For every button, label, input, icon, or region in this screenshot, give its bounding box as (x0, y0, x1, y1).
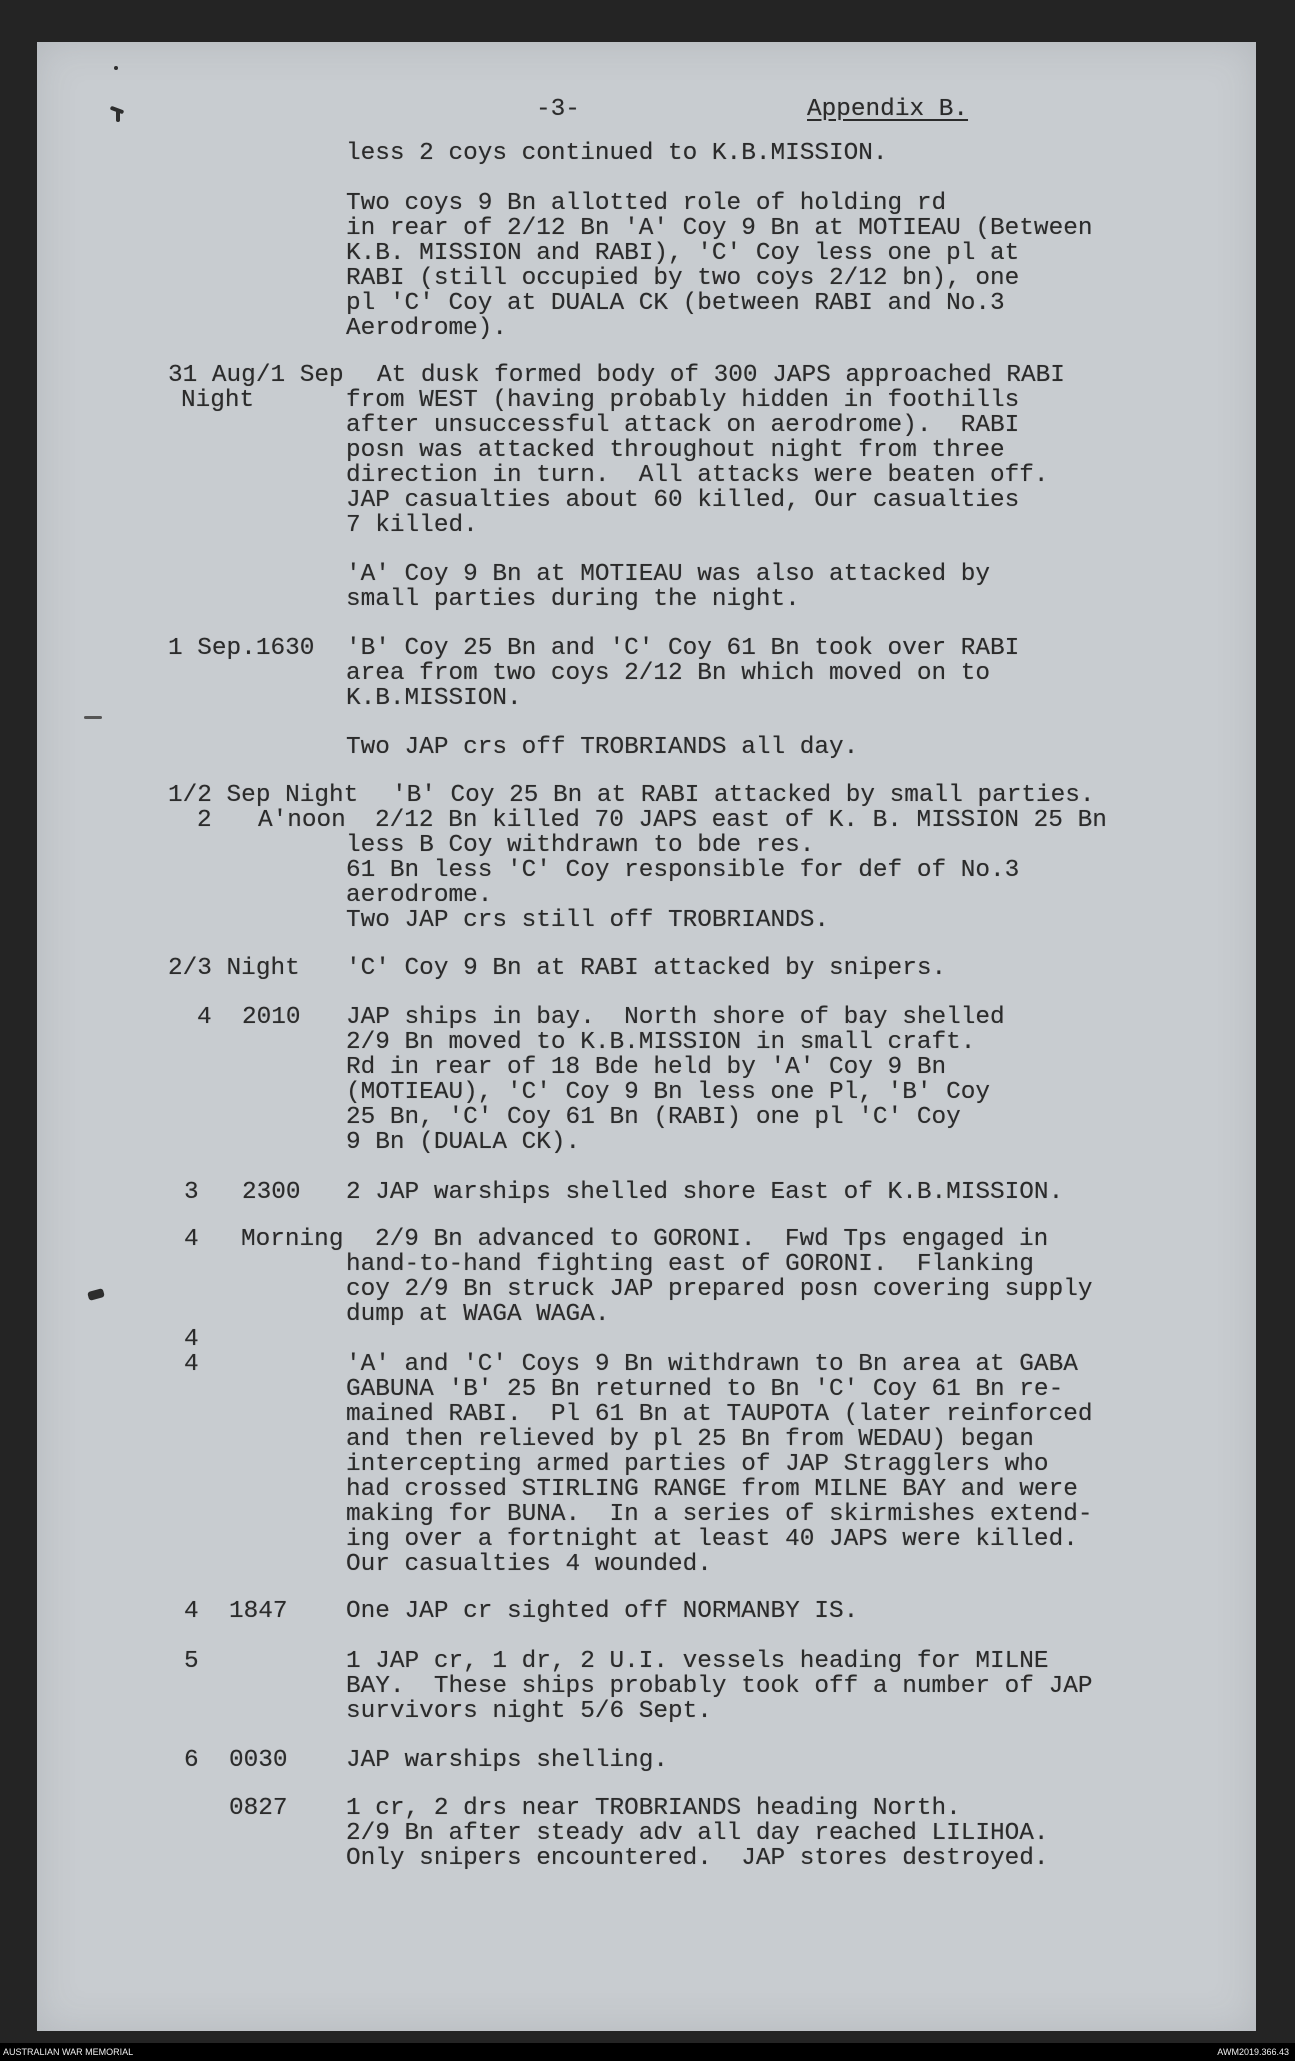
entry-date: 6 (184, 1747, 199, 1774)
entry-line: 'A' Coy 9 Bn at MOTIEAU was also attacked by (346, 561, 991, 588)
entry-line: JAP warships shelling. (346, 1747, 669, 1774)
entry-date: 4 (184, 1326, 199, 1353)
entry-time: 0030 (229, 1747, 288, 1774)
entry-time: 0827 (229, 1795, 288, 1822)
entry-time: Morning (241, 1226, 344, 1253)
entry-line: aerodrome. (346, 882, 493, 909)
entry-date: 5 (184, 1648, 199, 1675)
entry-line: Rd in rear of 18 Bde held by 'A' Coy 9 Bn (346, 1054, 947, 1081)
entry-date: Night (181, 387, 255, 414)
entry-line: small parties during the night. (346, 586, 800, 613)
appendix-title: Appendix B. (807, 96, 969, 123)
entry-line: Two JAP crs off TROBRIANDS all day. (346, 734, 859, 761)
entry-line: Only snipers encountered. JAP stores destroyed. (346, 1845, 1049, 1872)
entry-line: less B Coy withdrawn to bde res. (346, 832, 815, 859)
entry-line: BAY. These ships probably took off a number of JAP (346, 1673, 1093, 1700)
entry-line: less 2 coys continued to K.B.MISSION. (346, 140, 888, 167)
entry-line: coy 2/9 Bn struck JAP prepared posn covering supply (346, 1276, 1093, 1303)
entry-line: 1 cr, 2 drs near TROBRIANDS heading North. (346, 1795, 961, 1822)
entry-date: 3 (184, 1179, 199, 1206)
entry-line: ing over a fortnight at least 40 JAPS were killed. (346, 1526, 1078, 1553)
page-number: -3- (536, 96, 580, 123)
entry-date: 2/3 Night (168, 955, 300, 982)
entry-line: K.B. MISSION and RABI), 'C' Coy less one pl at (346, 240, 1020, 267)
entry-line: had crossed STIRLING RANGE from MILNE BAY and were (346, 1476, 1078, 1503)
entry-line: JAP ships in bay. North shore of bay shelled (346, 1004, 1005, 1031)
entry-line: 9 Bn (DUALA CK). (346, 1129, 581, 1156)
entry-date: 2 (197, 807, 212, 834)
entry-line: 61 Bn less 'C' Coy responsible for def of No.3 (346, 857, 1020, 884)
entry-line: mained RABI. Pl 61 Bn at TAUPOTA (later reinforced (346, 1401, 1093, 1428)
entry-line: 2/12 Bn killed 70 JAPS east of K. B. MISSION 25 Bn (375, 807, 1107, 834)
entry-line: Two JAP crs still off TROBRIANDS. (346, 907, 830, 934)
archive-credit: AUSTRALIAN WAR MEMORIAL (3, 2047, 134, 2057)
entry-line: Our casualties 4 wounded. (346, 1551, 712, 1578)
entry-line: and then relieved by pl 25 Bn from WEDAU) began (346, 1426, 1034, 1453)
entry-line: At dusk formed body of 300 JAPS approached RABI (377, 362, 1065, 389)
entry-line: dump at WAGA WAGA. (346, 1301, 610, 1328)
entry-line: (MOTIEAU), 'C' Coy 9 Bn less one Pl, 'B' Coy (346, 1079, 991, 1106)
entry-line: hand-to-hand fighting east of GORONI. Flanking (346, 1251, 1034, 1278)
entry-date: 4 (184, 1226, 199, 1253)
entry-line: K.B.MISSION. (346, 685, 522, 712)
entry-date: 4 (184, 1598, 199, 1625)
entry-time: A'noon (258, 807, 346, 834)
entry-date: 1 Sep.1630 (168, 635, 315, 662)
entry-line: after unsuccessful attack on aerodrome). RABI (346, 412, 1020, 439)
entry-time: 1847 (229, 1598, 288, 1625)
entry-date: 31 Aug/1 Sep (168, 362, 344, 389)
entry-line: area from two coys 2/12 Bn which moved on to (346, 660, 991, 687)
entry-line: RABI (still occupied by two coys 2/12 bn), one (346, 265, 1020, 292)
entry-time: 2300 (242, 1179, 301, 1206)
entry-line: direction in turn. All attacks were beaten off. (346, 462, 1049, 489)
archive-reference: AWM2019.366.43 (1217, 2047, 1289, 2057)
entry-line: 'B' Coy 25 Bn and 'C' Coy 61 Bn took over RABI (346, 635, 1020, 662)
entry-line: 'A' and 'C' Coys 9 Bn withdrawn to Bn area at GABA (346, 1351, 1078, 1378)
entry-line: Two coys 9 Bn allotted role of holding rd (346, 190, 947, 217)
margin-mark (114, 66, 118, 70)
entry-line: from WEST (having probably hidden in foothills (346, 387, 1020, 414)
entry-line: 1 JAP cr, 1 dr, 2 U.I. vessels heading for MILNE (346, 1648, 1049, 1675)
entry-time: 2010 (242, 1004, 301, 1031)
entry-line: 'B' Coy 25 Bn at RABI attacked by small parties. (392, 782, 1095, 809)
entry-line: 2/9 Bn moved to K.B.MISSION in small craft. (346, 1029, 976, 1056)
entry-line: 2/9 Bn after steady adv all day reached LILIHOA. (346, 1820, 1049, 1847)
entry-line: in rear of 2/12 Bn 'A' Coy 9 Bn at MOTIEAU (Between (346, 215, 1093, 242)
entry-line: making for BUNA. In a series of skirmishes extend- (346, 1501, 1093, 1528)
entry-line: One JAP cr sighted off NORMANBY IS. (346, 1598, 859, 1625)
entry-date: 4 (197, 1004, 212, 1031)
entry-line: GABUNA 'B' 25 Bn returned to Bn 'C' Coy 61 Bn re- (346, 1376, 1064, 1403)
entry-line: posn was attacked throughout night from three (346, 437, 1005, 464)
entry-line: 'C' Coy 9 Bn at RABI attacked by snipers. (346, 955, 947, 982)
entry-line: Aerodrome). (346, 315, 508, 342)
entry-line: 2 JAP warships shelled shore East of K.B.MISSION. (346, 1179, 1064, 1206)
entry-line: 2/9 Bn advanced to GORONI. Fwd Tps engaged in (375, 1226, 1049, 1253)
entry-date: 1/2 Sep Night (168, 782, 359, 809)
archive-footer (0, 2043, 1295, 2061)
entry-line: intercepting armed parties of JAP Stragglers who (346, 1451, 1049, 1478)
entry-line: survivors night 5/6 Sept. (346, 1698, 712, 1725)
entry-date: 4 (184, 1351, 199, 1378)
entry-line: pl 'C' Coy at DUALA CK (between RABI and No.3 (346, 290, 1005, 317)
entry-line: 25 Bn, 'C' Coy 61 Bn (RABI) one pl 'C' Coy (346, 1104, 961, 1131)
entry-line: 7 killed. (346, 512, 478, 539)
margin-mark (116, 110, 120, 122)
entry-line: JAP casualties about 60 killed, Our casualties (346, 487, 1020, 514)
margin-mark (84, 716, 102, 719)
